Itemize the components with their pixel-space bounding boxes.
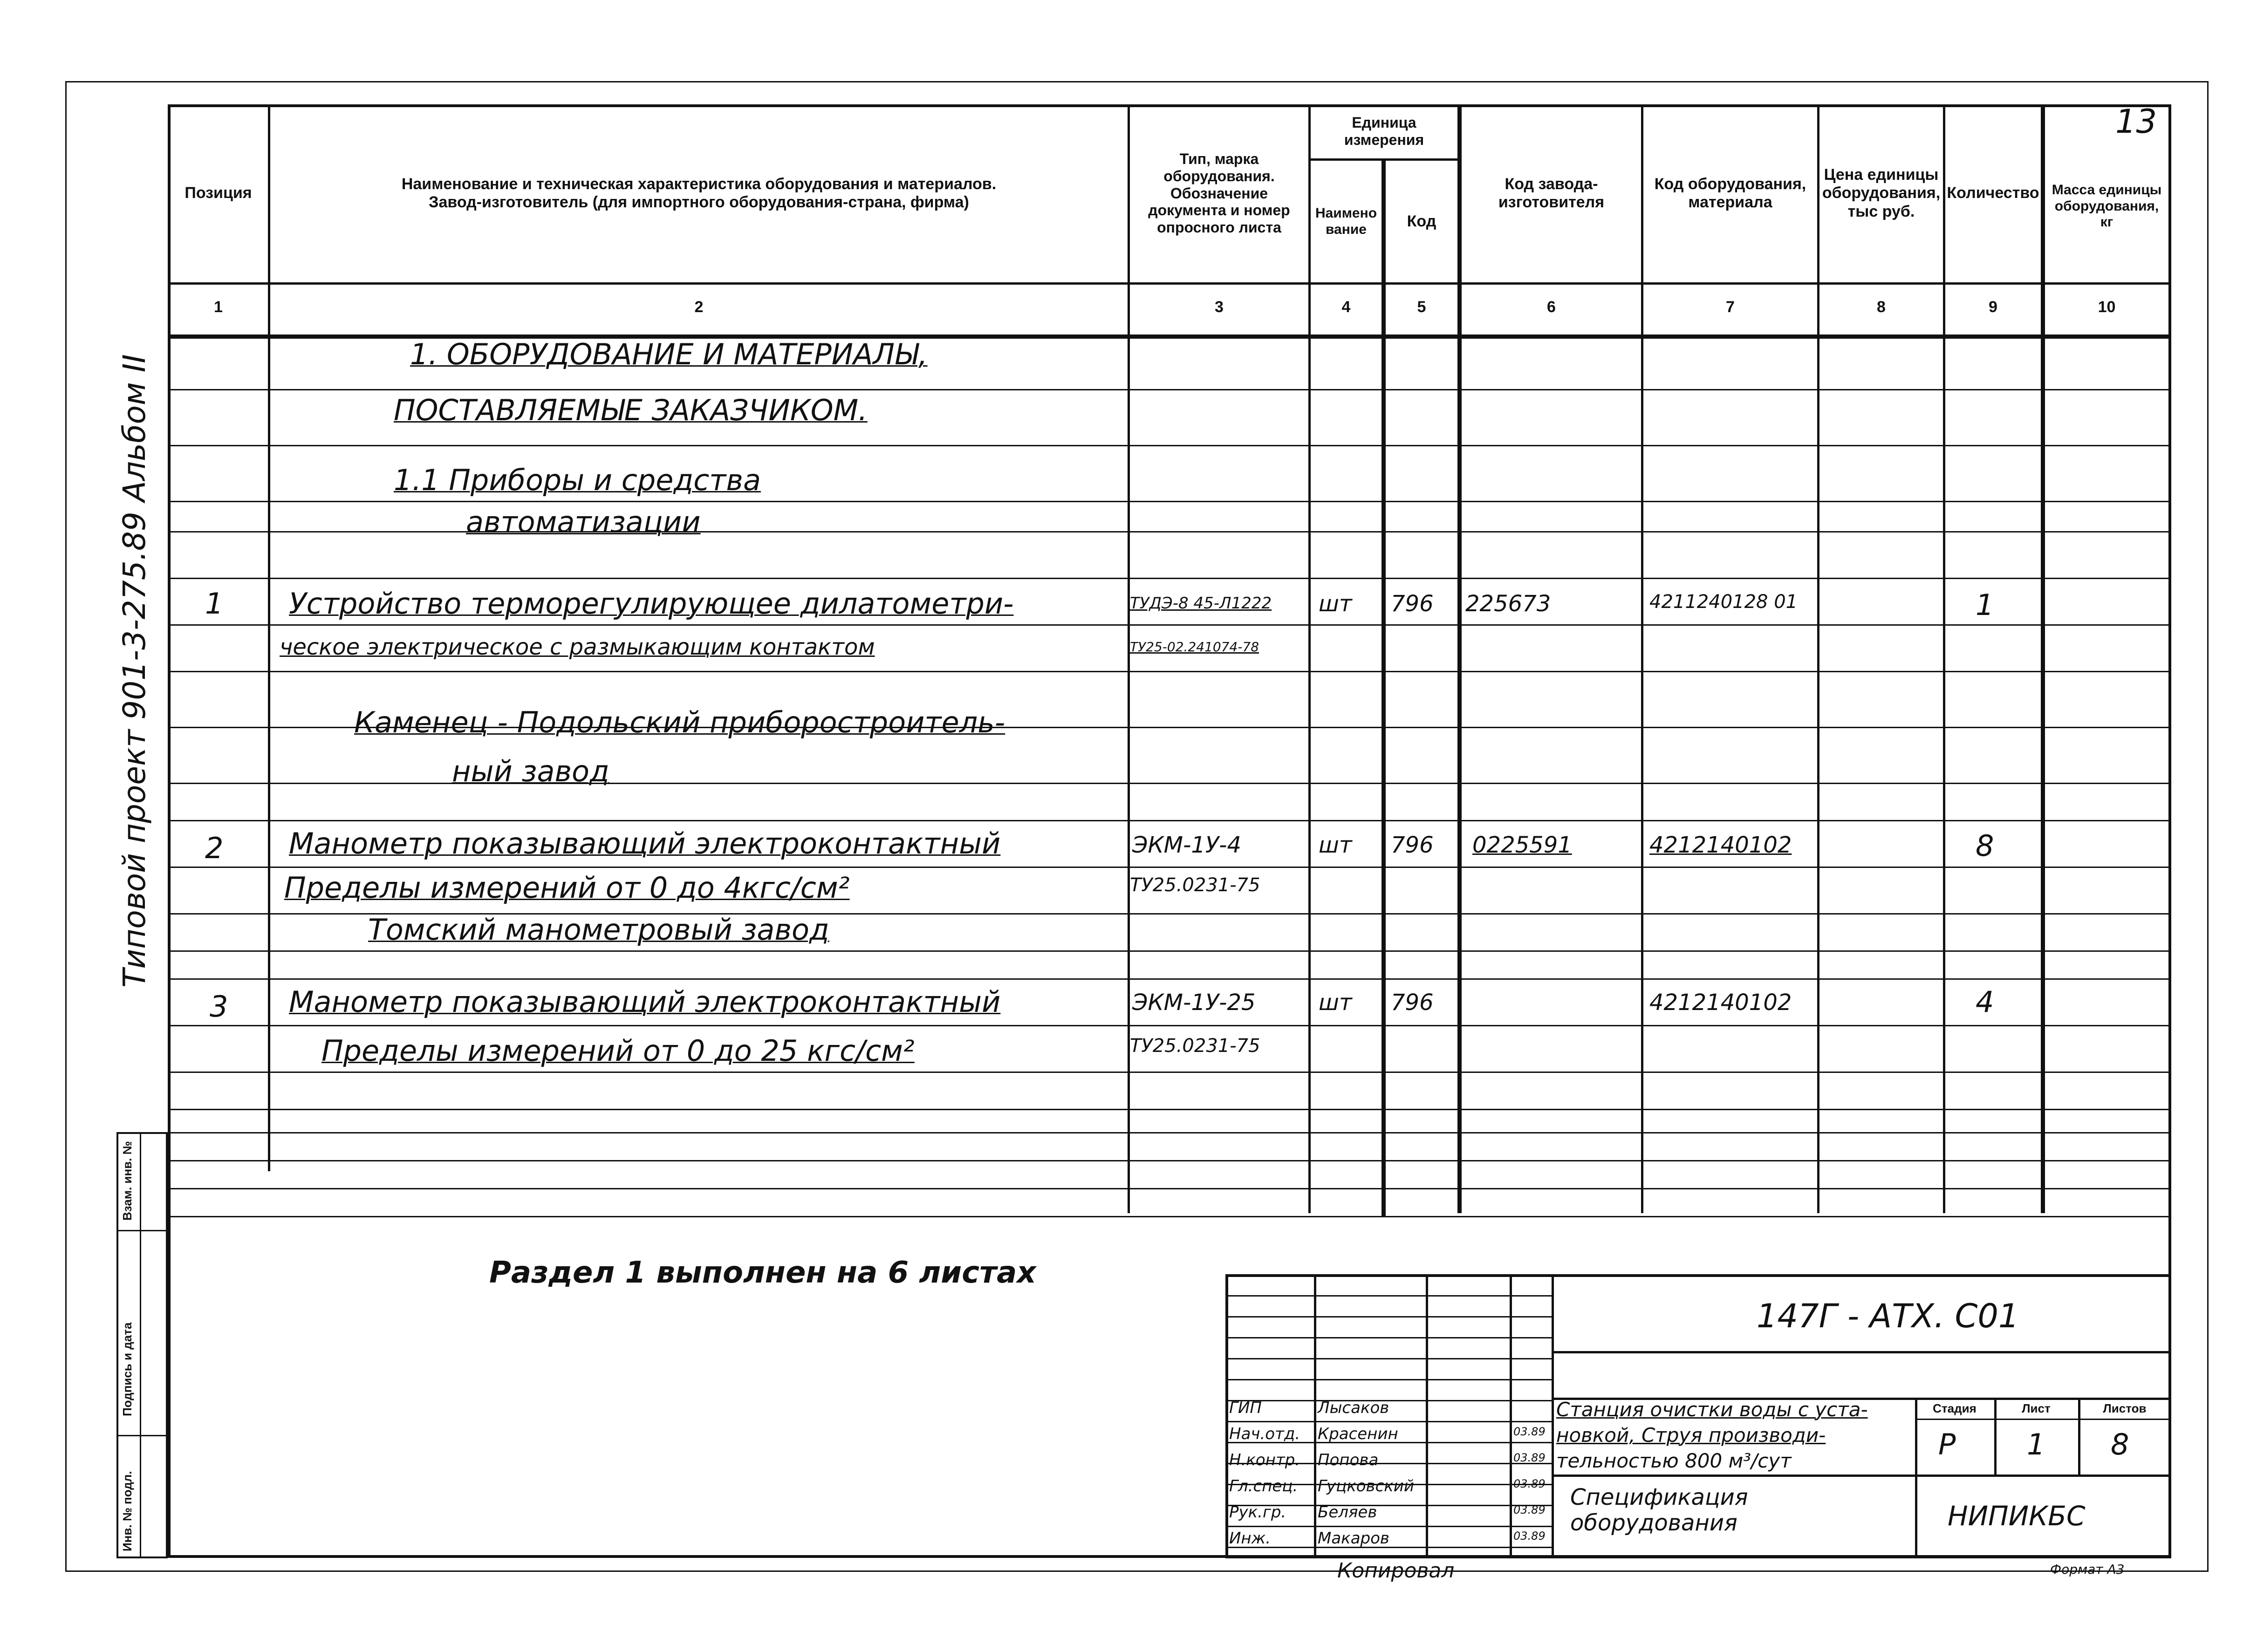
col-num: 3 bbox=[1215, 298, 1224, 316]
item1-qty: 1 bbox=[1976, 588, 1994, 622]
stamp-divider bbox=[1915, 1475, 1917, 1558]
col-divider bbox=[2041, 104, 2045, 1213]
stamp-divider bbox=[1552, 1351, 2171, 1353]
header-type: Тип, марка оборудования. Обозначение документа и номер опросного листа bbox=[1148, 150, 1290, 236]
doc-title-line1: Спецификация bbox=[1570, 1484, 1748, 1510]
col-num: 2 bbox=[694, 298, 704, 316]
row-line bbox=[168, 445, 2171, 446]
header-name-line1: Наименование и техническая характеристика оборудования и материалов. bbox=[401, 175, 997, 193]
item2-type2: ТУ25.0231-75 bbox=[1130, 874, 1260, 896]
stamp-row-line bbox=[1225, 1421, 1552, 1422]
item1-maker2: ный завод bbox=[452, 754, 609, 788]
row-line bbox=[168, 389, 2171, 390]
item1-name1: Устройство терморегулирующее дилатометри- bbox=[289, 587, 1014, 621]
stamp-row-line bbox=[1225, 1316, 1552, 1318]
item3-name1: Манометр показывающий электроконтактный bbox=[289, 985, 1001, 1019]
stamp-divider bbox=[1915, 1419, 2171, 1420]
stamp-name: Гуцковский bbox=[1318, 1477, 1415, 1495]
item1-equip: 4211240128 01 bbox=[1649, 591, 1798, 613]
row-line bbox=[168, 624, 2171, 626]
stamp-date: 03.89 bbox=[1513, 1425, 1546, 1438]
copied-label: Копировал bbox=[1337, 1559, 1455, 1583]
stamp-date: 03.89 bbox=[1513, 1451, 1546, 1464]
stamp-row-line bbox=[1225, 1526, 1552, 1527]
object-line2: новкой, Струя производи- bbox=[1556, 1424, 1826, 1447]
header-plant-code: Код завода-изготовителя bbox=[1498, 175, 1605, 211]
section-title-line1: 1. ОБОРУДОВАНИЕ И МАТЕРИАЛЫ, bbox=[410, 337, 928, 371]
stamp-role: Рук.гр. bbox=[1229, 1503, 1286, 1522]
subsection-line1: 1.1 Приборы и средства bbox=[394, 463, 761, 497]
stamp-name: Попова bbox=[1318, 1451, 1379, 1469]
header-unit-name: Наименование bbox=[1315, 205, 1377, 237]
stage-label: Стадия bbox=[1933, 1401, 1977, 1415]
sheet-value: 1 bbox=[2027, 1427, 2045, 1461]
row-line bbox=[168, 1025, 2171, 1026]
col-num: 6 bbox=[1547, 298, 1556, 316]
stamp-col-line bbox=[1426, 1274, 1428, 1558]
col-num: 1 bbox=[214, 298, 223, 316]
stamp-row-line bbox=[1225, 1358, 1552, 1359]
item2-code: 796 bbox=[1391, 832, 1434, 858]
row-line bbox=[168, 978, 2171, 980]
stamp-col-line bbox=[1314, 1274, 1316, 1558]
item1-pos: 1 bbox=[205, 587, 224, 621]
format-label: Формат А3 bbox=[2050, 1562, 2125, 1577]
stamp-row-line bbox=[1225, 1379, 1552, 1380]
item2-type1: ЭКМ-1У-4 bbox=[1132, 832, 1241, 858]
organization: НИПИКБС bbox=[1948, 1500, 2086, 1532]
header-bottom-line bbox=[168, 282, 2171, 285]
item1-maker1: Каменец - Подольский приборостроитель- bbox=[354, 705, 1005, 739]
row-line bbox=[168, 671, 2171, 672]
item2-pos: 2 bbox=[205, 831, 224, 865]
left-stamp-inv-dup: Взам. инв. № bbox=[120, 1141, 134, 1221]
item2-equip: 4212140102 bbox=[1649, 832, 1792, 858]
row-line bbox=[168, 1132, 2171, 1133]
object-line1: Станция очистки воды с уста- bbox=[1556, 1398, 1868, 1421]
col-num: 4 bbox=[1341, 298, 1351, 316]
header-mass: Масса единицы оборудования, кг bbox=[2052, 182, 2162, 230]
doc-title-line2: оборудования bbox=[1570, 1510, 1737, 1536]
header-price: Цена единицы оборудования, тыс руб. bbox=[1822, 166, 1941, 220]
header-equip-code: Код оборудования, материала bbox=[1654, 175, 1806, 211]
row-line bbox=[168, 1160, 2171, 1161]
doc-code: 147Г - АТХ. С01 bbox=[1757, 1297, 2019, 1335]
row-line bbox=[168, 501, 2171, 502]
row-line bbox=[168, 950, 2171, 952]
item3-pos: 3 bbox=[210, 990, 228, 1024]
item3-qty: 4 bbox=[1976, 985, 1994, 1019]
sheets-label: Листов bbox=[2103, 1401, 2147, 1415]
item3-name2: Пределы измерений от 0 до 25 кгс/см² bbox=[321, 1034, 915, 1068]
stamp-name: Красенин bbox=[1318, 1425, 1398, 1443]
col-num: 9 bbox=[1989, 298, 1997, 316]
item3-unit: шт bbox=[1319, 990, 1352, 1016]
stamp-role: Гл.спец. bbox=[1229, 1477, 1298, 1495]
item3-code: 796 bbox=[1391, 990, 1434, 1016]
row-line bbox=[168, 1072, 2171, 1073]
subsection-line2: автоматизации bbox=[466, 505, 701, 539]
col-num: 5 bbox=[1417, 298, 1426, 316]
col-divider bbox=[1457, 104, 1462, 1213]
stamp-role: Нач.отд. bbox=[1229, 1425, 1300, 1443]
item2-unit: шт bbox=[1319, 832, 1352, 858]
left-stamp-line bbox=[116, 1435, 168, 1436]
col-divider bbox=[1382, 158, 1386, 1216]
stamp-divider bbox=[1552, 1475, 2171, 1477]
stamp-divider bbox=[1552, 1274, 1554, 1558]
sheet-label: Лист bbox=[2022, 1401, 2051, 1415]
item3-type2: ТУ25.0231-75 bbox=[1130, 1035, 1260, 1057]
header-unit-code: Код bbox=[1407, 212, 1436, 230]
header-name bbox=[270, 104, 1128, 282]
col-num: 7 bbox=[1726, 298, 1735, 316]
stamp-row-line bbox=[1225, 1295, 1552, 1297]
item1-code: 796 bbox=[1391, 591, 1434, 617]
left-stamp-sign-date: Подпись и дата bbox=[120, 1322, 134, 1416]
stamp-role: Н.контр. bbox=[1229, 1451, 1300, 1469]
stamp-name: Беляев bbox=[1318, 1503, 1377, 1522]
stamp-date: 03.89 bbox=[1513, 1503, 1546, 1516]
item1-unit: шт bbox=[1319, 591, 1352, 617]
item2-plant: 0225591 bbox=[1472, 832, 1572, 858]
stamp-name: Макаров bbox=[1318, 1529, 1389, 1548]
sheets-value: 8 bbox=[2111, 1427, 2129, 1461]
row-line bbox=[168, 1216, 2171, 1217]
object-line3: тельностью 800 м³/сут bbox=[1556, 1449, 1792, 1472]
item1-type1: ТУДЭ-8 45-Л1222 bbox=[1130, 594, 1272, 613]
left-stamp-vline bbox=[140, 1132, 141, 1558]
stamp-row-line bbox=[1225, 1337, 1552, 1338]
col-num: 10 bbox=[2098, 298, 2116, 316]
left-stamp-line bbox=[116, 1230, 168, 1231]
page-number: 13 bbox=[2115, 102, 2157, 141]
item2-qty: 8 bbox=[1976, 829, 1994, 863]
item2-name1: Манометр показывающий электроконтактный bbox=[289, 826, 1001, 860]
stamp-role: ГИП bbox=[1229, 1399, 1262, 1417]
col-num: 8 bbox=[1877, 298, 1886, 316]
item1-type2: ТУ25-02.241074-78 bbox=[1130, 639, 1259, 655]
section-title-line2: ПОСТАВЛЯЕМЫЕ ЗАКАЗЧИКОМ. bbox=[394, 393, 868, 427]
stage-value: Р bbox=[1938, 1427, 1956, 1461]
item1-plant: 225673 bbox=[1465, 591, 1551, 617]
side-project-label: Типовой проект 901-3-275.89 Альбом II bbox=[116, 354, 152, 988]
stamp-date: 03.89 bbox=[1513, 1529, 1546, 1543]
header-position: Позиция bbox=[185, 184, 252, 202]
stamp-role: Инж. bbox=[1229, 1529, 1271, 1548]
row-line bbox=[168, 578, 2171, 579]
stamp-name: Лысаков bbox=[1318, 1399, 1389, 1417]
row-line bbox=[168, 1109, 2171, 1110]
header-qty: Количество bbox=[1947, 184, 2039, 202]
item2-maker: Томский манометровый завод bbox=[368, 913, 829, 947]
stamp-date: 03.89 bbox=[1513, 1477, 1546, 1490]
row-line bbox=[168, 1188, 2171, 1189]
item1-name2: ческое электрическое с размыкающим контактом bbox=[280, 634, 875, 660]
stamp-col-line bbox=[1510, 1274, 1512, 1558]
left-stamp-inv-orig: Инв. № подл. bbox=[120, 1471, 134, 1551]
item3-type1: ЭКМ-1У-25 bbox=[1132, 990, 1256, 1016]
header-unit: Единица измерения bbox=[1344, 114, 1424, 148]
row-line bbox=[168, 867, 2171, 868]
item3-equip: 4212140102 bbox=[1649, 990, 1792, 1016]
section-footer-note: Раздел 1 выполнен на 6 листах bbox=[489, 1256, 1036, 1290]
item2-name2: Пределы измерений от 0 до 4кгс/см² bbox=[284, 871, 850, 905]
header-name-line2: Завод-изготовитель (для импортного оборудования-страна, фирма) bbox=[429, 193, 969, 211]
row-line bbox=[168, 820, 2171, 821]
